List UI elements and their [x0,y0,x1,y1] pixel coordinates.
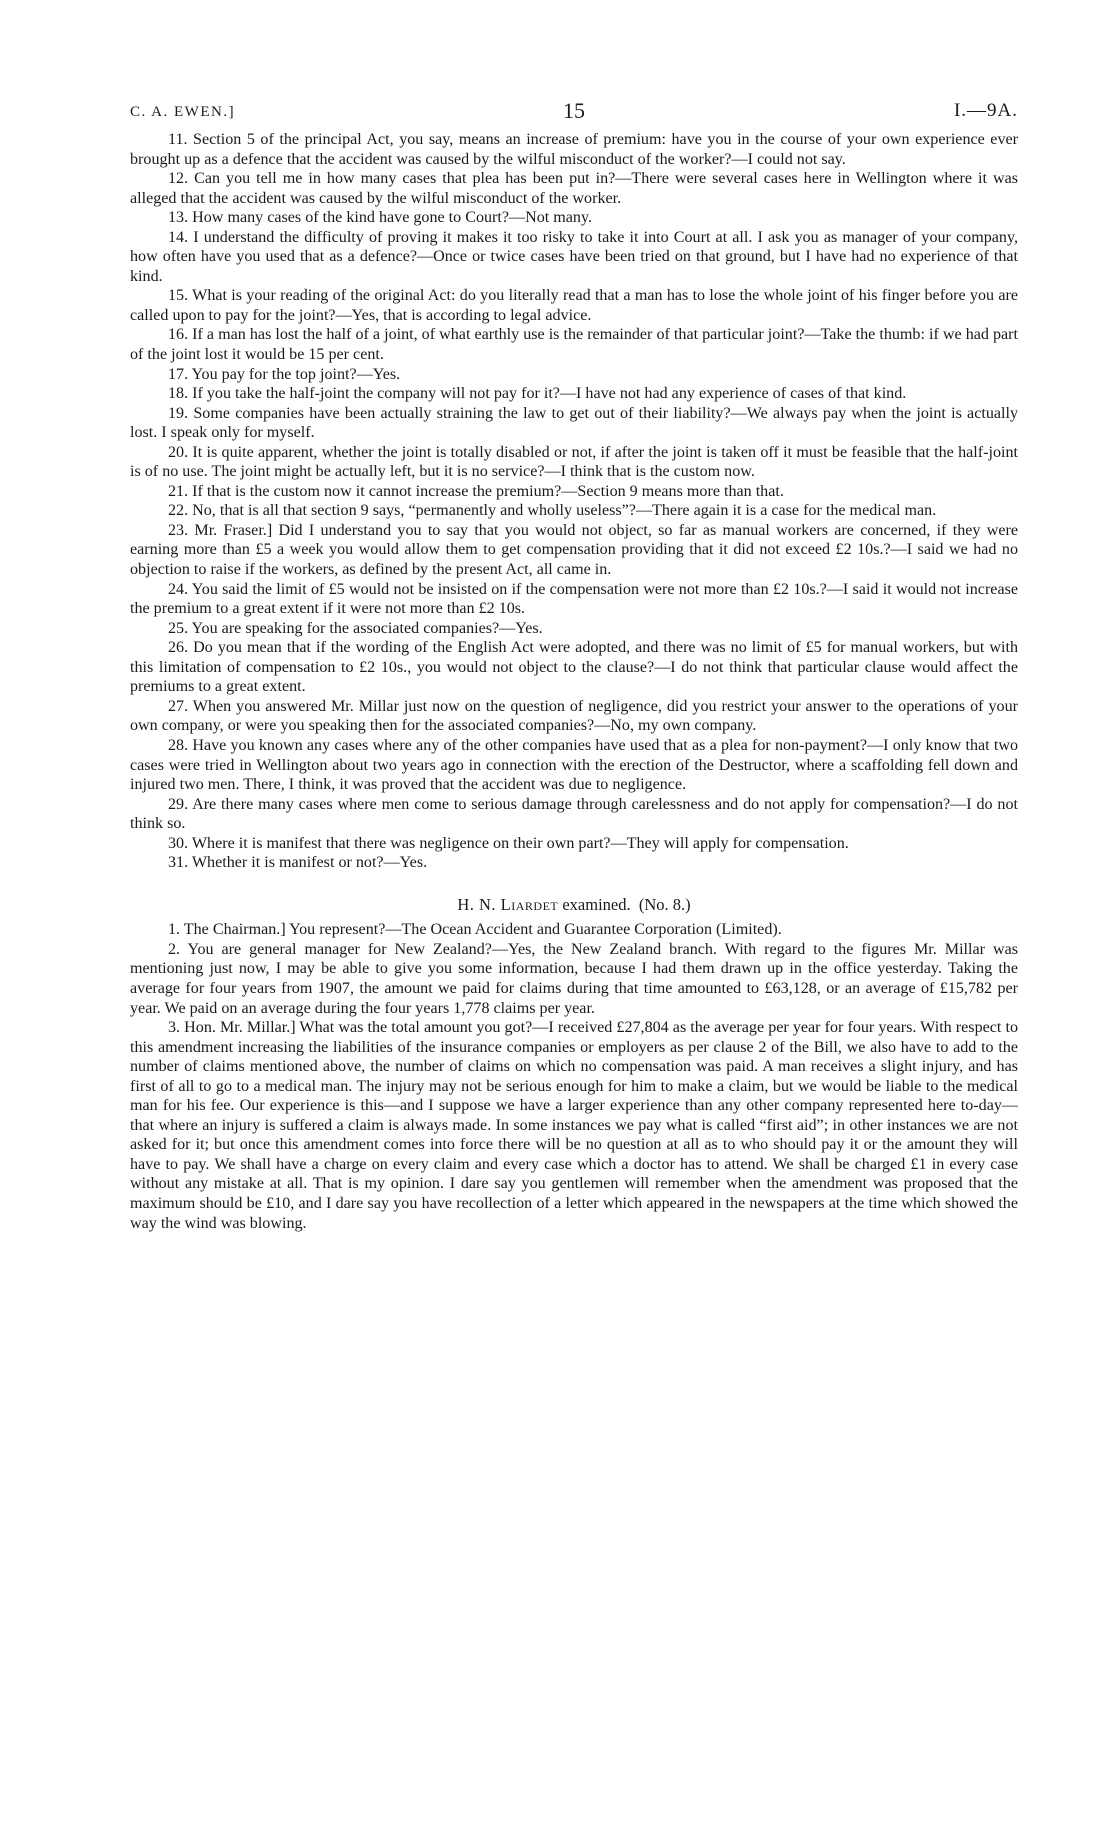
evidence-paragraph: 27. When you answered Mr. Millar just now on the question of negligence, did you restrict your answer to the operations of your own company, or were you speaking then for the associated companies?—No, my own company. [130,697,1018,735]
witness-heading [130,895,1018,915]
evidence-paragraph: 23. Mr. Fraser.] Did I understand you to say that you would not object, so far as manual workers are concerned, if they were earning more than £5 a week you would allow them to get compensation providing that it did not exceed £2 10s.?—I said we had no objection to raise if the workers, as defined by the present Act, all came in. [130,521,1018,579]
evidence-paragraph: 24. You said the limit of £5 would not be insisted on if the compensation were not more than £2 10s.?—I said it would not increase the premium to a great extent if it were not more than £2 10s. [130,580,1018,618]
evidence-paragraph: 28. Have you known any cases where any of the other companies have used that as a plea for non-payment?—I only know that two cases were tried in Wellington about two years ago in connection with the erection of the Destructor, where a scaffolding fell down and injured two men. There, I think, it was proved that the accident was due to negligence. [130,736,1018,794]
evidence-paragraph: 13. How many cases of the kind have gone to Court?—Not many. [168,209,593,227]
header-witness-name: C. A. EWEN.] [130,104,236,120]
document-reference: I.—9A. [953,100,1018,121]
evidence-paragraph: 22. No, that is all that section 9 says, “permanently and wholly useless”?—There again it is a case for the medical man. [168,502,937,520]
evidence-ewen [130,130,1018,873]
evidence-paragraph: 18. If you take the half-joint the company will not pay for it?—I have not had any experience of cases of that kind. [168,385,907,403]
evidence-paragraph: 17. You pay for the top joint?—Yes. [168,365,401,383]
evidence-paragraph: 30. Where it is manifest that there was negligence on their own part?—They will apply for compensation. [168,834,849,852]
evidence-paragraph: 11. Section 5 of the principal Act, you say, means an increase of premium: have you in the course of your own experience ever brought up as a defence that the accident was caused by the wilful misconduct of the worker?—I could not say. [130,131,1018,168]
evidence-paragraph: 26. Do you mean that if the wording of the English Act were adopted, and there was no limit of £5 for manual workers, but with this limitation of compensation to £2 10s., you would not object to the clause?—I do not think that particular clause would affect the premiums to a great extent. [130,639,1018,696]
witness-label: examined. [562,894,631,914]
evidence-liardet [130,920,1018,1233]
evidence-paragraph: 20. It is quite apparent, whether the joint is totally disabled or not, if after the joint is taken off it must be feasible that the half-joint is of no use. The joint might be actually left, but it is no service?—I think that is the custom now. [130,443,1018,481]
evidence-paragraph: 29. Are there many cases where men come to serious damage through carelessness and do not apply for compensation?—I do not think so. [130,795,1018,833]
evidence-paragraph: 2. You are general manager for New Zealand?—Yes, the New Zealand branch. With regard to the figures Mr. Millar was mentioning just now, I may be able to give you some information, because I had them drawn up in the office yesterday. Taking the average for four years from 1907, the amount we paid for claims during that time amounted to £63,128, or an average of £15,782 per year. We paid on an average during the four years 1,778 claims per year. [130,940,1018,1017]
evidence-paragraph: 3. Hon. Mr. Millar.] What was the total amount you got?—I received £27,804 as the average per year for four years. With respect to this amendment increasing the liabilities of the insurance companies or employers as per clause 2 of the Bill, we also have to add to the number of claims mentioned above, the number of claims on which no compensation was paid. A man receives a slight injury, and has first of all to go to a medical man. The injury may not be serious enough for him to make a claim, but we would be liable to the medical man for his fee. Our experience is this—and I suppose we have a larger experience than any other company represented here to-day—that where an injury is suffered a claim is always made. In some instances we pay what is called “first aid”; in other instances we are not asked for it; but once this amendment comes into force there will be no question at all as to who should pay it or the amount they will have to pay. We shall have a charge on every claim and every case which a doctor has to attend. We shall be charged £1 in every case without any mistake at all. That is my opinion. I dare say you gentlemen will remember when the amendment was proposed that the maximum should be £10, and I dare say you have recollection of a letter which appeared in the newspapers at the time which showed the way the wind was blowing. [130,1019,1018,1232]
evidence-paragraph: 14. I understand the difficulty of proving it makes it too risky to take it into Court at all. I ask you as manager of your company, how often have you used that as a defence?—Once or twice cases have been tried on that ground, but I have had no experience of that kind. [130,228,1018,285]
evidence-paragraph: 1. The Chairman.] You represent?—The Ocean Accident and Guarantee Corporation (Limited). [168,921,782,939]
evidence-paragraph: 16. If a man has lost the half of a joint, of what earthly use is the remainder of that particular joint?—Take the thumb: if we had part of the joint lost it would be 15 per cent. [130,326,1018,364]
witness-name: H. N. Liardet [457,894,559,914]
page-header [130,96,1018,130]
evidence-paragraph: 12. Can you tell me in how many cases that plea has been put in?—There were several cases here in Wellington where it was alleged that the accident was caused by the wilful misconduct of the worker. [130,170,1018,207]
evidence-paragraph: 25. You are speaking for the associated companies?—Yes. [168,619,543,637]
evidence-paragraph: 31. Whether it is manifest or not?—Yes. [168,854,428,872]
witness-number: (No. 8.) [638,894,691,914]
evidence-paragraph: 21. If that is the custom now it cannot increase the premium?—Section 9 means more than that. [168,482,784,500]
document-body [130,130,1018,1233]
page-number: 15 [563,98,585,123]
evidence-paragraph: 19. Some companies have been actually straining the law to get out of their liability?—We always pay when the joint is actually lost. I speak only for myself. [130,404,1018,442]
evidence-paragraph: 15. What is your reading of the original Act: do you literally read that a man has to lose the whole joint of his finger before you are called upon to pay for the joint?—Yes, that is according to legal advice. [130,287,1018,324]
